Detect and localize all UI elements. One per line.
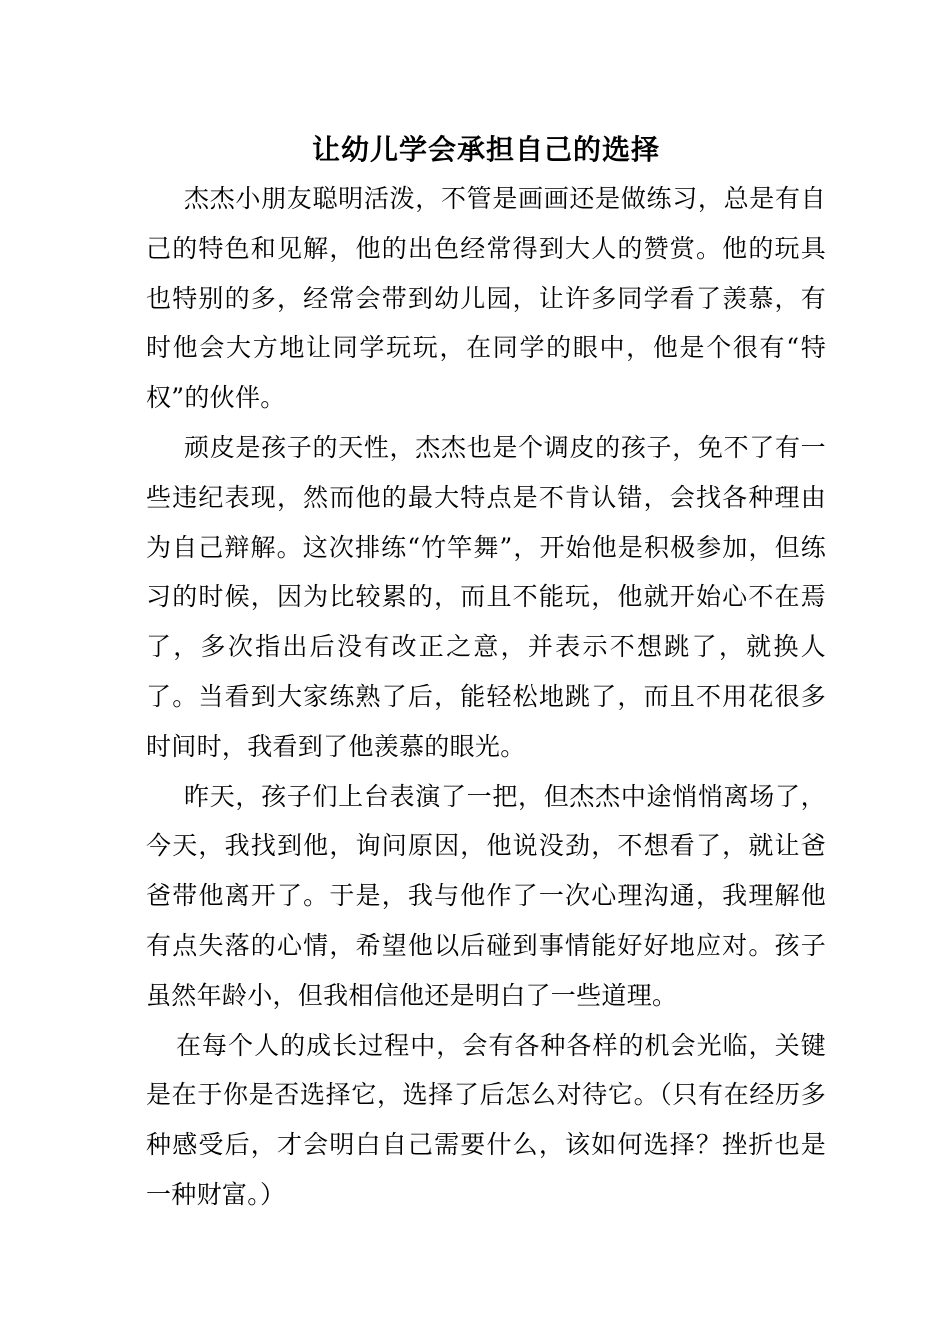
document-title: 让幼儿学会承担自己的选择: [311, 133, 660, 166]
paragraph-3: 昨天，孩子们上台表演了一把，但杰杰中途悄悄离场了，今天，我找到他，询问原因，他说没劲，不想看了，就让爸爸带他离开了。于是，我与他作了一次心理沟通，我理解他有点失落的心情，希望他以后碰到事情能好好地应对。孩子虽然年龄小，但我相信他还是明白了一些道理。: [146, 781, 826, 1010]
document-body: [146, 128, 826, 1220]
paragraph-1: 杰杰小朋友聪明活泼，不管是画画还是做练习，总是有自己的特色和见解，他的出色经常得到大人的赞赏。他的玩具也特别的多，经常会带到幼儿园，让许多同学看了羡慕，有时他会大方地让同学玩玩，在同学的眼中，他是个很有“特权”的伙伴。: [146, 184, 826, 413]
paragraph-2: 顽皮是孩子的天性，杰杰也是个调皮的孩子，免不了有一些违纪表现，然而他的最大特点是不肯认错，会找各种理由为自己辩解。这次排练“竹竿舞”，开始他是积极参加，但练习的时候，因为比较累的，而且不能玩，他就开始心不在焉了，多次指出后没有改正之意，并表示不想跳了，就换人了。当看到大家练熟了后，能轻松地跳了，而且不用花很多时间时，我看到了他羡慕的眼光。: [146, 432, 826, 761]
paragraph-4: 在每个人的成长过程中，会有各种各样的机会光临，关键是在于你是否选择它，选择了后怎么对待它。（只有在经历多种感受后，才会明白自己需要什么，该如何选择？挫折也是一种财富。）: [146, 1030, 826, 1209]
